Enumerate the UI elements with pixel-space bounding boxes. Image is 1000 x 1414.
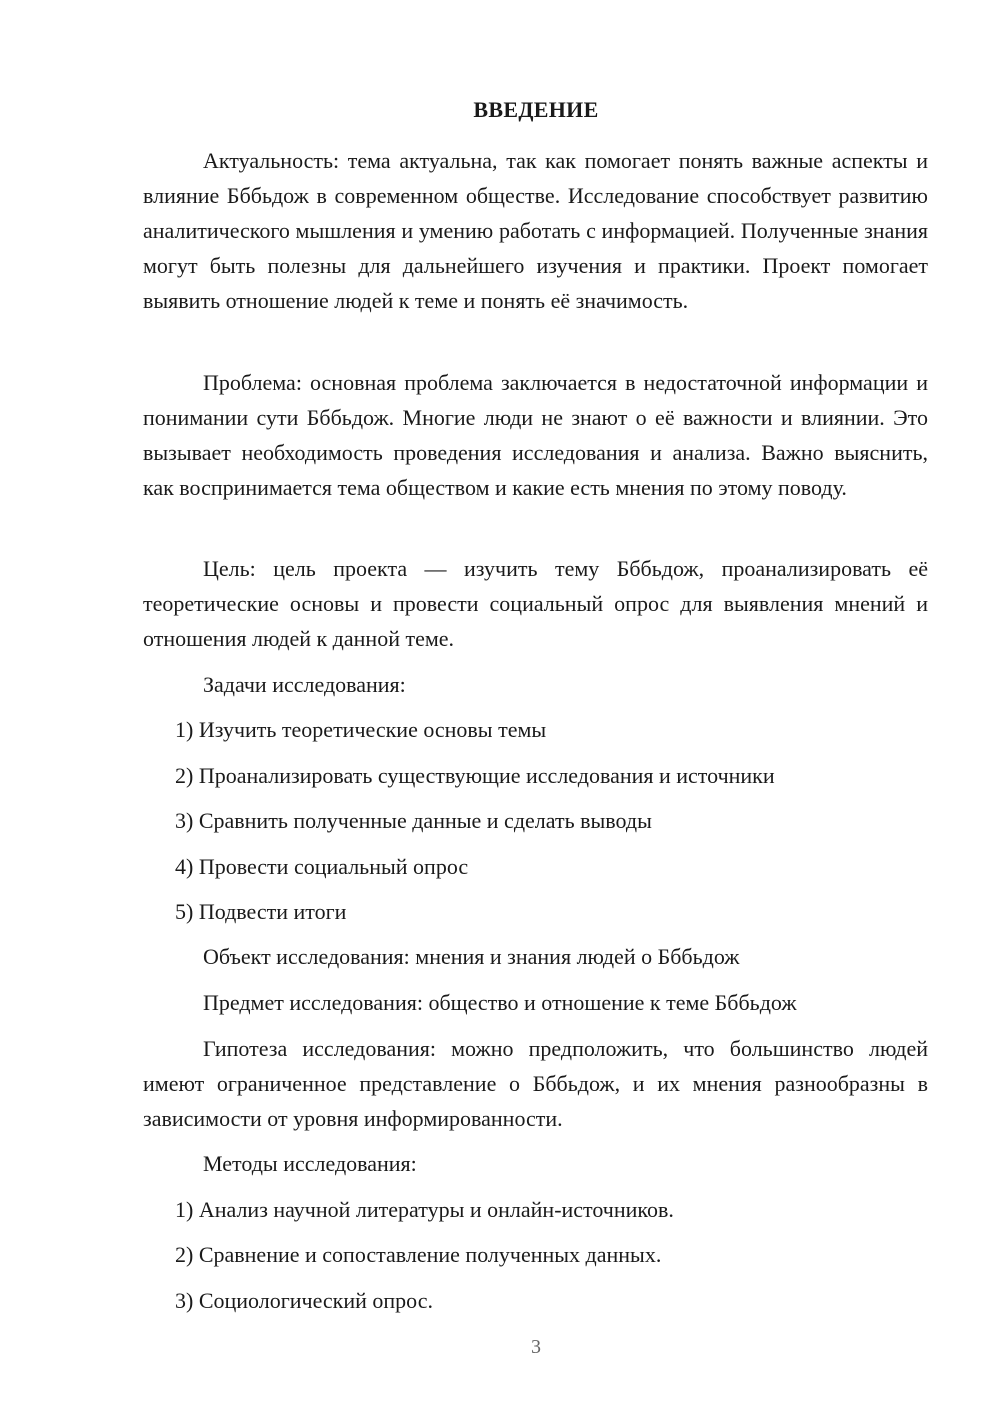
task-item: 3) Сравнить полученные данные и сделать выводы — [175, 808, 652, 833]
problem-paragraph: Проблема: основная проблема заключается в недостаточной информации и понимании сути Бббьдож. Многие люди не знают о её важности и влиянии. Это вызывает необходимость проведения исследования и анализа. Важно выяснить, как воспринимается тема обществом и какие есть мнения по этому поводу. — [143, 370, 928, 500]
method-item: 2) Сравнение и сопоставление полученных данных. — [175, 1242, 662, 1267]
subject-line: Предмет исследования: общество и отношение к теме Бббьдож — [203, 990, 797, 1015]
task-item: 2) Проанализировать существующие исследования и источники — [175, 763, 775, 788]
method-item: 1) Анализ научной литературы и онлайн-источников. — [175, 1197, 674, 1222]
goal-paragraph: Цель: цель проекта — изучить тему Бббьдож, проанализировать её теоретические основы и провести социальный опрос для выявления мнений и отношения людей к данной теме. — [143, 556, 928, 651]
hypothesis-paragraph: Гипотеза исследования: можно предположить, что большинство людей имеют ограниченное представление о Бббьдож, и их мнения разнообразны в зависимости от уровня информированности. — [143, 1036, 928, 1131]
tasks-heading: Задачи исследования: — [203, 672, 406, 697]
object-line: Объект исследования: мнения и знания людей о Бббьдож — [203, 944, 740, 969]
task-item: 4) Провести социальный опрос — [175, 854, 469, 879]
task-item: 1) Изучить теоретические основы темы — [175, 717, 547, 742]
method-item: 3) Социологический опрос. — [175, 1288, 433, 1313]
page-number: 3 — [531, 1336, 541, 1358]
methods-heading: Методы исследования: — [203, 1151, 417, 1176]
page-title: ВВЕДЕНИЕ — [473, 97, 599, 122]
relevance-paragraph: Актуальность: тема актуальна, так как помогает понять важные аспекты и влияние Бббьдож в современном обществе. Исследование способствует развитию аналитического мышления и умению работать с информацией. Полученные знания могут быть полезны для дальнейшего изучения и практики. Проект помогает выявить отношение людей к теме и понять её значимость. — [143, 148, 928, 313]
task-item: 5) Подвести итоги — [175, 899, 347, 924]
